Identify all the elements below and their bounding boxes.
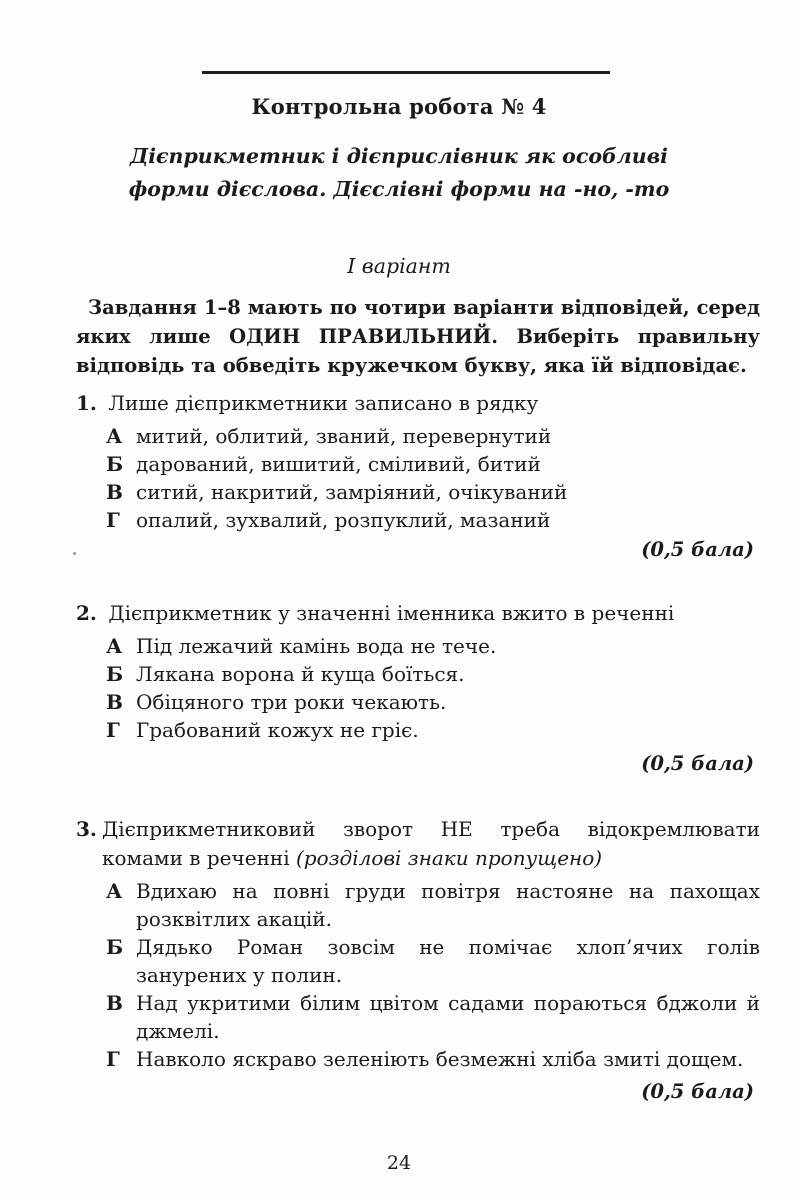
question-text: Лише дієприкметники записано в рядку xyxy=(108,391,539,415)
subtitle-line-2: форми дієслова. Дієслівні форми на -но, -то xyxy=(128,177,670,201)
option-d[interactable] xyxy=(76,1045,760,1073)
option-text: Навколо яскраво зеленіють безмежні хліба змиті дощем. xyxy=(136,1047,744,1071)
option-text: ситий, накритий, замріяний, очікуваний xyxy=(136,480,568,504)
scan-speck xyxy=(73,552,76,555)
question-number: 3. xyxy=(76,817,97,841)
question-text: Дієприкметник у значенні іменника вжито в реченні xyxy=(108,601,675,625)
option-d[interactable] xyxy=(76,716,760,744)
option-letter: Г xyxy=(106,508,120,532)
option-text: опалий, зухвалий, розпуклий, мазаний xyxy=(136,508,551,532)
question-text: Дієприкметниковий зворот НЕ треба відокремлювати комами в реченні xyxy=(102,817,760,870)
option-c[interactable] xyxy=(76,478,760,506)
page-title: Контрольна робота № 4 xyxy=(251,94,547,119)
option-text: Вдихаю на повні груди повітря настояне на пахощах розквітлих акацій. xyxy=(136,879,760,931)
option-letter: Г xyxy=(106,1047,120,1071)
question-3 xyxy=(76,815,760,1073)
option-letter: Б xyxy=(106,662,124,686)
subtitle-line-1: Дієприкметник і дієприслівник як особливі xyxy=(130,144,668,168)
score-q3: (0,5 бала) xyxy=(641,1080,754,1103)
instructions: Завдання 1–8 мають по чотири варіанти відповідей, серед яких лише ОДИН ПРАВИЛЬНИЙ. Виберіть правильну відповідь та обведіть кружечком букву, яка їй відповідає. xyxy=(76,296,760,377)
score-q1: (0,5 бала) xyxy=(641,538,754,561)
option-text: Грабований кожух не гріє. xyxy=(136,718,419,742)
question-number: 2. xyxy=(76,601,97,625)
option-letter: Б xyxy=(106,452,124,476)
option-text: Лякана ворона й куща боїться. xyxy=(136,662,465,686)
option-a[interactable] xyxy=(76,632,760,660)
option-b[interactable] xyxy=(76,450,760,478)
question-2 xyxy=(76,599,760,744)
option-text: Дядько Роман зовсім не помічає хлоп’ячих голів занурених у полин. xyxy=(136,935,760,987)
option-letter: В xyxy=(106,480,123,504)
option-text: дарований, вишитий, сміливий, битий xyxy=(136,452,541,476)
option-letter: Б xyxy=(106,935,124,959)
option-a[interactable] xyxy=(76,877,760,933)
variant-label: І варіант xyxy=(347,254,451,278)
options-list xyxy=(76,877,760,1073)
option-b[interactable] xyxy=(76,660,760,688)
question-number: 1. xyxy=(76,391,97,415)
option-letter: А xyxy=(106,634,123,658)
option-letter: А xyxy=(106,879,123,903)
score-q2: (0,5 бала) xyxy=(641,752,754,775)
option-d[interactable] xyxy=(76,506,760,534)
option-text: митий, облитий, званий, перевернутий xyxy=(136,424,552,448)
options-list xyxy=(76,422,760,534)
question-note: (розділові знаки пропущено) xyxy=(296,846,603,870)
option-c[interactable] xyxy=(76,688,760,716)
options-list xyxy=(76,632,760,744)
option-letter: В xyxy=(106,690,123,714)
option-letter: Г xyxy=(106,718,120,742)
top-divider xyxy=(202,71,610,74)
option-c[interactable] xyxy=(76,989,760,1045)
question-1 xyxy=(76,389,760,534)
page-number: 24 xyxy=(386,1152,412,1174)
page-subtitle xyxy=(0,140,798,206)
option-letter: В xyxy=(106,991,123,1015)
option-text: Під лежачий камінь вода не тече. xyxy=(136,634,497,658)
option-letter: А xyxy=(106,424,123,448)
option-text: Обіцяного три роки чекають. xyxy=(136,690,447,714)
option-b[interactable] xyxy=(76,933,760,989)
option-a[interactable] xyxy=(76,422,760,450)
option-text: Над укритими білим цвітом садами пораються бджоли й джмелі. xyxy=(136,991,760,1043)
